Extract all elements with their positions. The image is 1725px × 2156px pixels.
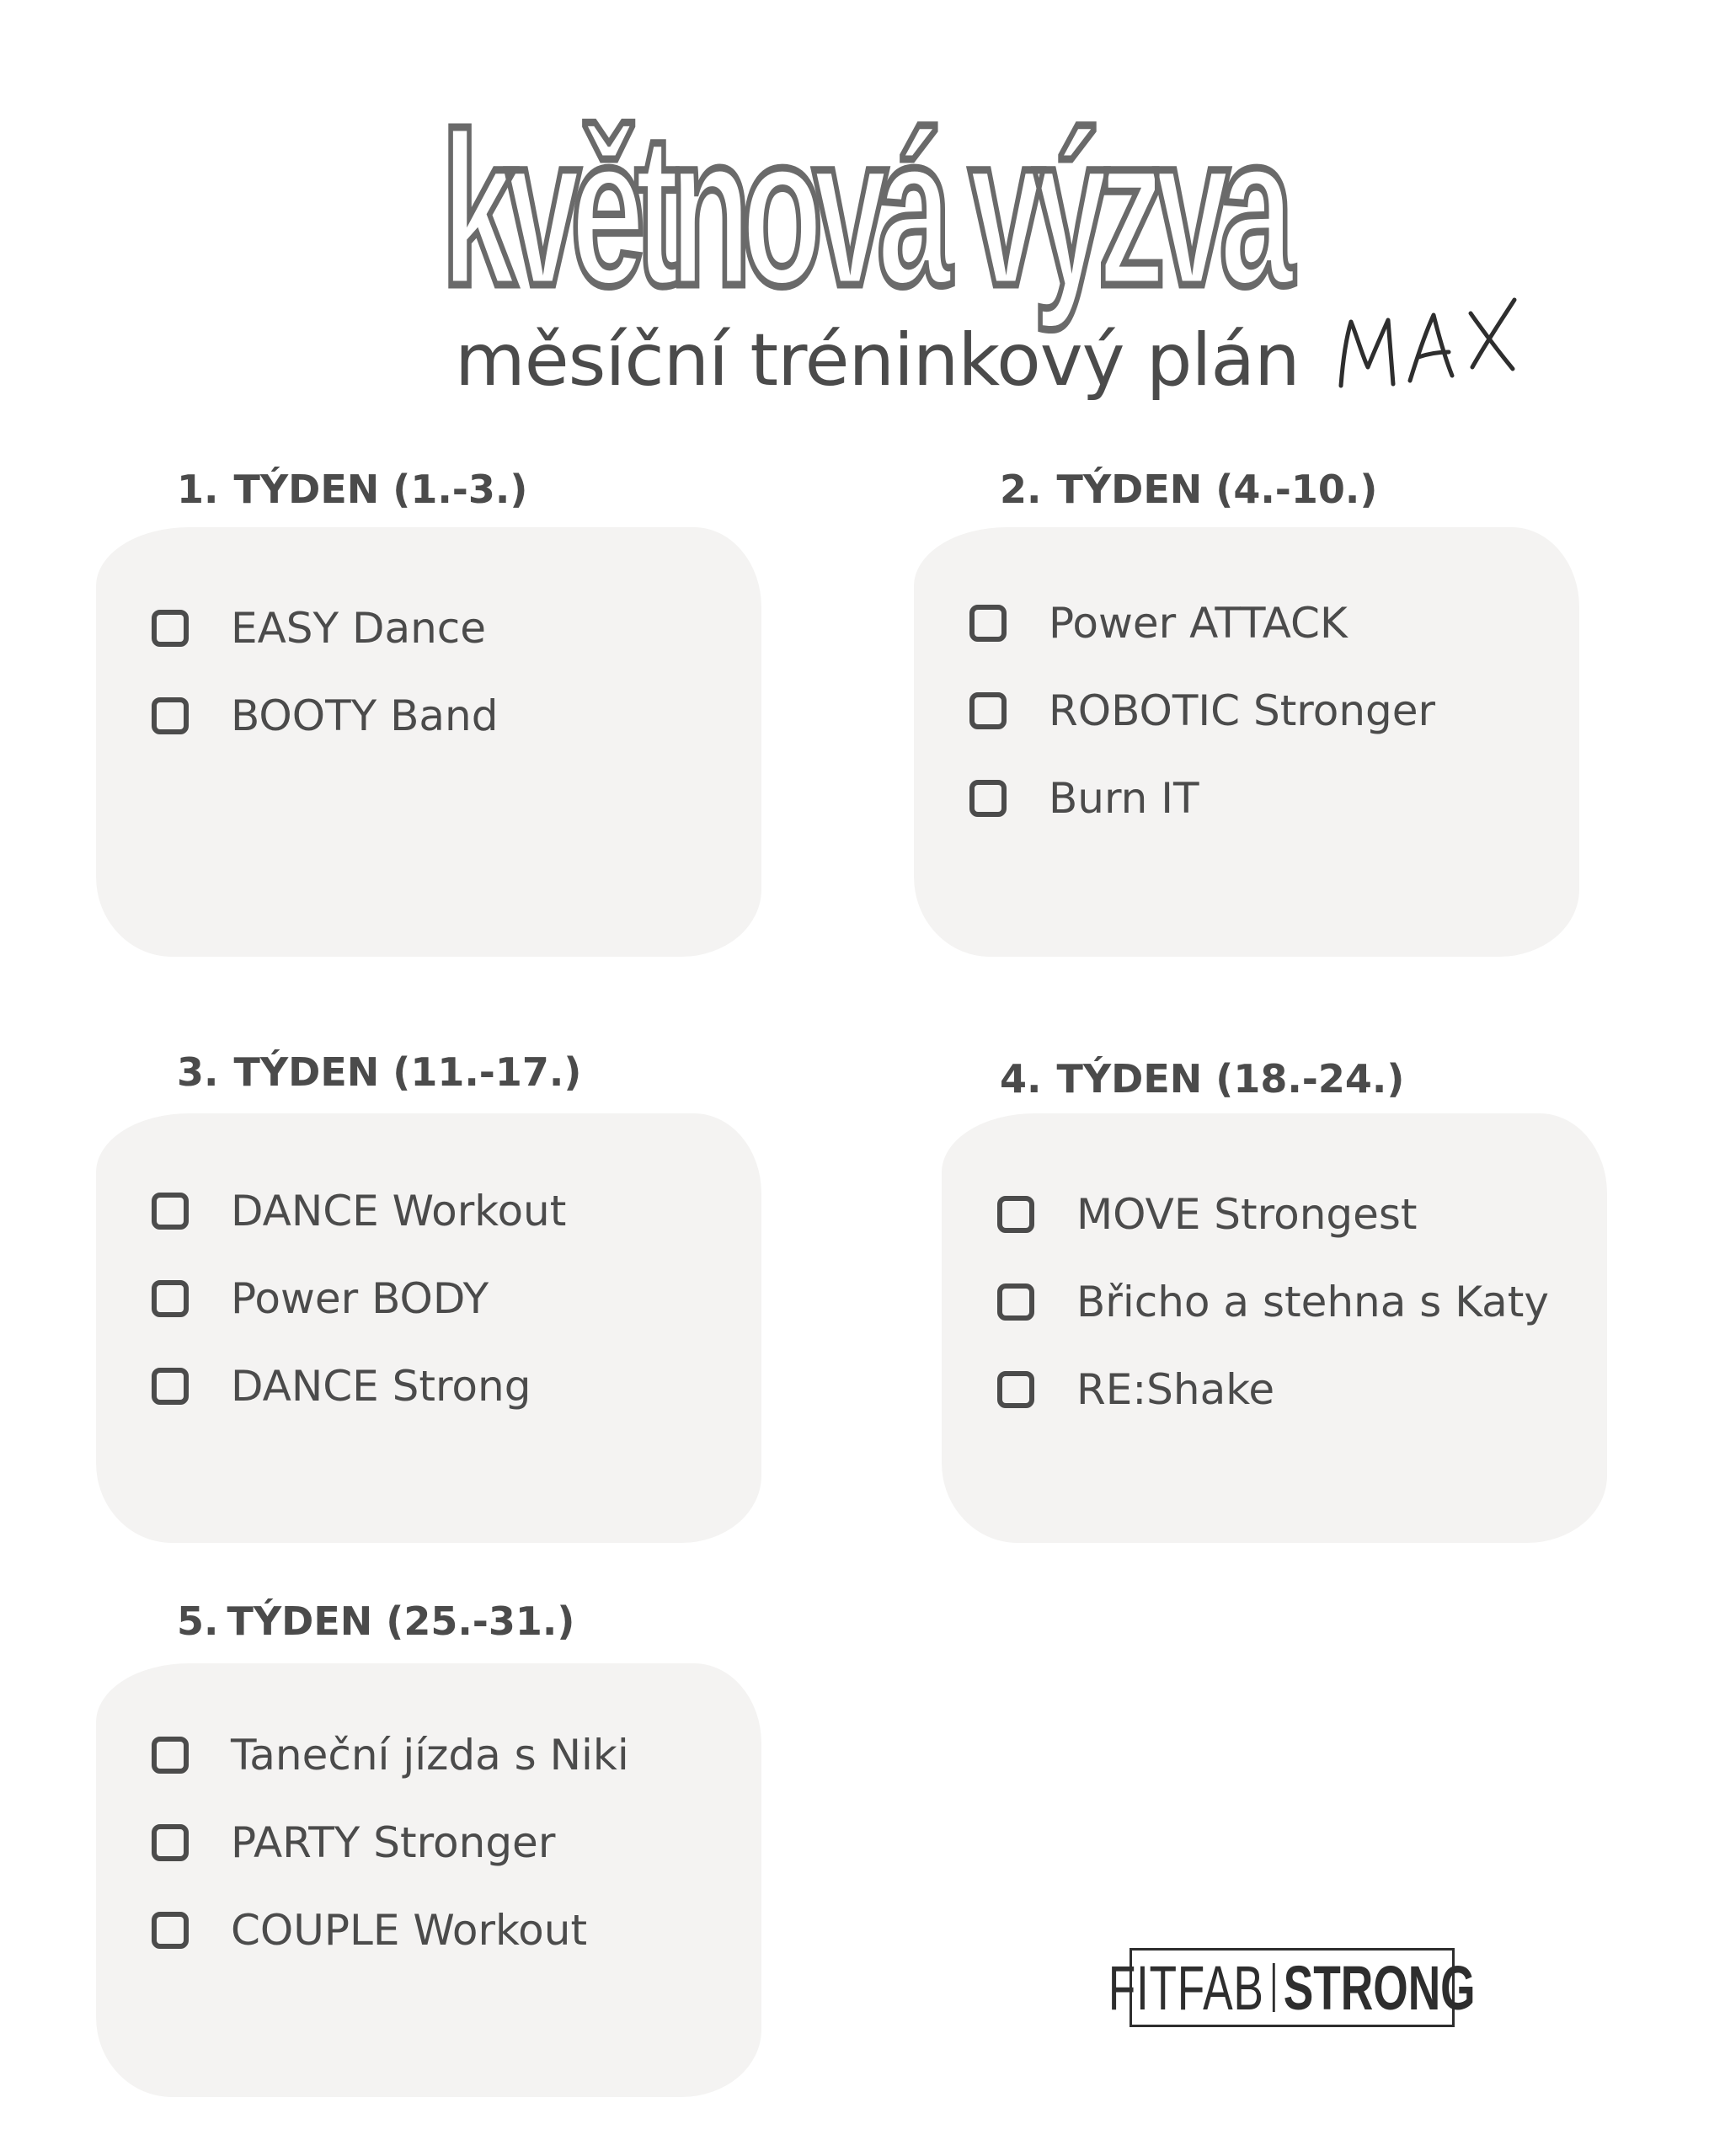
week-3-number: 3. (177, 1049, 219, 1095)
checklist-item[interactable] (152, 1342, 566, 1430)
page-subtitle: měsíční tréninkový plán (455, 318, 1300, 403)
week-3-label: TÝDEN (11.-17.) (233, 1049, 582, 1095)
checklist-item[interactable] (997, 1171, 1549, 1258)
logo-right-text: STRONG (1284, 1952, 1476, 2023)
week-2-checklist (969, 579, 1435, 842)
checklist-item[interactable] (152, 584, 498, 672)
week-2-heading (1000, 467, 1378, 512)
checkbox[interactable] (997, 1196, 1034, 1233)
checklist-item[interactable] (152, 1886, 629, 1974)
checkbox[interactable] (152, 1280, 189, 1317)
checkbox[interactable] (152, 1824, 189, 1861)
week-2-label: TÝDEN (4.-10.) (1056, 467, 1378, 512)
week-5-card (96, 1663, 761, 2097)
checklist-item[interactable] (152, 1167, 566, 1255)
week-5-checklist (152, 1711, 629, 1974)
checkbox[interactable] (152, 1368, 189, 1405)
week-5-label: TÝDEN (25.-31.) (227, 1598, 575, 1644)
checklist-item-label: BOOTY Band (231, 691, 499, 740)
checklist-item[interactable] (997, 1258, 1549, 1346)
week-3-heading (177, 1049, 582, 1095)
week-3-card (96, 1113, 761, 1543)
week-5-heading (177, 1598, 575, 1644)
checklist-item-label: DANCE Workout (231, 1187, 567, 1235)
week-4-label: TÝDEN (18.-24.) (1056, 1056, 1405, 1102)
checkbox[interactable] (152, 610, 189, 647)
page-title: květnová výzva (441, 88, 1284, 331)
checklist-item-label: Power BODY (231, 1274, 489, 1323)
week-3-checklist (152, 1167, 566, 1430)
checklist-item-label: PARTY Stronger (231, 1818, 556, 1867)
checklist-item-label: MOVE Strongest (1076, 1190, 1418, 1239)
checklist-item-label: ROBOTIC Stronger (1049, 686, 1436, 735)
checklist-item-label: Burn IT (1049, 774, 1199, 823)
checklist-item-label: DANCE Strong (231, 1362, 531, 1411)
checklist-item[interactable] (152, 1255, 566, 1342)
checklist-item-label: EASY Dance (231, 604, 487, 653)
week-4-checklist (997, 1171, 1549, 1433)
fitfab-strong-logo (1108, 1948, 1476, 2027)
week-1-number: 1. (177, 467, 219, 512)
checkbox[interactable] (152, 1737, 189, 1774)
checklist-item-label: COUPLE Workout (231, 1906, 588, 1955)
week-1-label: TÝDEN (1.-3.) (233, 467, 528, 512)
week-4-number: 4. (1000, 1056, 1042, 1102)
checklist-item[interactable] (969, 667, 1435, 755)
week-2-number: 2. (1000, 467, 1042, 512)
checklist-item[interactable] (152, 672, 498, 760)
week-2-card (914, 527, 1579, 957)
week-4-card (942, 1113, 1607, 1543)
logo-wordmark (1108, 1952, 1476, 2024)
checklist-item-label: RE:Shake (1076, 1365, 1275, 1414)
checklist-item[interactable] (152, 1799, 629, 1886)
checkbox[interactable] (969, 692, 1007, 729)
week-4-heading (1000, 1056, 1405, 1102)
checklist-item-label: Power ATTACK (1049, 599, 1348, 648)
week-1-card (96, 527, 761, 957)
checkbox[interactable] (997, 1371, 1034, 1408)
week-1-heading (177, 467, 528, 512)
checkbox[interactable] (152, 1193, 189, 1230)
checkbox[interactable] (152, 1912, 189, 1949)
checklist-item-label: Taneční jízda s Niki (231, 1731, 629, 1780)
checklist-item[interactable] (969, 579, 1435, 667)
max-handwritten-tag (1322, 286, 1525, 396)
checklist-item[interactable] (997, 1346, 1549, 1433)
week-5-number: 5. (177, 1598, 219, 1644)
checklist-item[interactable] (969, 755, 1435, 842)
checkbox[interactable] (997, 1283, 1034, 1321)
checkbox[interactable] (969, 605, 1007, 642)
checklist-item[interactable] (152, 1711, 629, 1799)
checkbox[interactable] (969, 780, 1007, 817)
checkbox[interactable] (152, 697, 189, 734)
week-1-checklist (152, 584, 498, 760)
checklist-item-label: Břicho a stehna s Katy (1076, 1278, 1549, 1326)
logo-divider (1273, 1963, 1275, 2012)
logo-left-text: FITFAB (1108, 1952, 1264, 2023)
